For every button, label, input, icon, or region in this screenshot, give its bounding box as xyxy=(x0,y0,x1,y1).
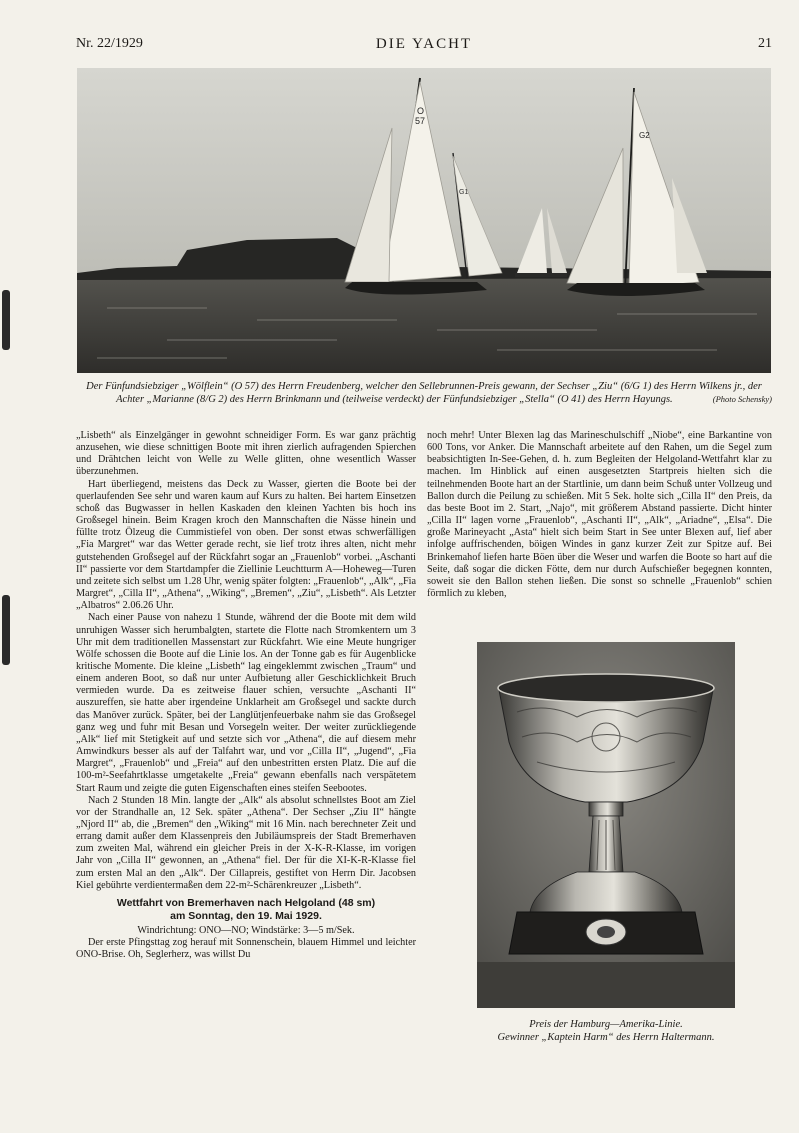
trophy-illustration xyxy=(477,642,735,1008)
paragraph: noch mehr! Unter Blexen lag das Marineschulschiff „Niobe“, eine Barkantine von 600 Tons, vor Anker. Die Mannschaft arbeitete auf den Rahen, um die Segel zum beabsichtigten In-See-Gehen, d. h. zum Begleiten der Helgoland-Wettfahrt klar zu machen. Im Hinblick auf einen ausgesetzten Startpreis hielten sich die teilnehmenden Boote hart an der Startlinie, um dann beim Schuß unter Vollzeug und Ballon durch die Peilung zu schießen. Mit 5 Sek. holte sich „Cilla II“ den Preis, da das beste Boot im 2. Start, „Najo“, mit größerem Abstand passierte. Dicht hinter „Cilla II“ lagen vorne „Frauenlob“, „Aschanti II“, „Alk“, „Ariadne“, „Elsa“. Die große Marineyacht „Asta“ hielt sich beim Start in See unter Blexen auf, lief aber infolge auffrischenden, böigen Windes in ganz kurzer Zeit zur Spitze auf. Bei Brinkemahof liefen harte Böen über die Weser und warfen die Boote so hart auf die Seite, daß sogar die dicken Fötte, dem nur durch Aufschießer begegnen konnten, soweit sie den Ballon stehen ließen. Die sonst so schnelle „Frauenlob“ schien förmlich zu kleben, xyxy=(427,430,772,600)
paragraph: Nach einer Pause von nahezu 1 Stunde, während der die Boote mit dem wild unruhigen Wasser sich herumbalgten, startete die Flotte nach Stromkentern um 3 Uhr mit dem traditionellen Massenstart zur Rückfahrt. Wie eine Meute hungriger Wölfe schossen die Boote auf die Linie los. An der Tonne gab es für Augenblicke kritische Momente. Die kleine „Lisbeth“ lag eingeklemmt zwischen „Traum“ und einem anderen Boot, so daß nur unter Aufbietung aller Geschicklichkeit Bruch vermieden wurde. Da es zeitweise flauer schien, versuchte „Aschanti II“ auszureffen, sie hatte aber irgendeine Unklarheit am Großsegel und sackte durch das Manöver zurück. Später, bei der Langlütjenfeuerbake nahm sie das Großsegel ganz weg und fuhr mit Besan und Vorsegeln weiter. Der weiter zurückliegende „Alk“ lief mit Stetigkeit auf und setzte sich vor „Athena“, die auf diesem mehr Amwindkurs besser als auf der Talfahrt war, und vor „Cilla II“, „Jugend“, „Fia Margret“, „Frauenlob“ und „Freia“ auf den unbestritten ersten Platz. Die auf die 100-m²-Seefahrtklasse umgetakelte „Freia“ gewann ebenfalls nach verspätetem Start Raum und zeigte die guten Eigenschaften eines steifen Seebootes. xyxy=(76,612,416,794)
section-heading-line-1: Wettfahrt von Bremerhaven nach Helgoland (48 sm) xyxy=(116,896,376,909)
paragraph: „Lisbeth“ als Einzelgänger in gewohnt schneidiger Form. Es war ganz prächtig anzusehen, wie diese schnittigen Boote mit ihren zierlich aufragenden Spierchen und Drähtchen leicht von Welle zu Welle glitten, ohne wesentlich Wasser überzunehmen. xyxy=(76,430,416,478)
paragraph: Der erste Pfingsttag zog herauf mit Sonnenschein, blauem Himmel und leichter ONO-Brise. Oh, Seglerherz, was willst Du xyxy=(76,937,416,961)
svg-text:O: O xyxy=(417,106,425,116)
sailing-yachts-photo xyxy=(77,68,771,373)
sailing-yachts-illustration xyxy=(77,68,771,373)
trophy-caption-line-1: Preis der Hamburg—Amerika-Linie. xyxy=(529,1019,683,1030)
photo-caption xyxy=(76,380,772,406)
left-column xyxy=(76,430,416,961)
section-heading xyxy=(76,897,416,923)
photo-credit: (Photo Schensky) xyxy=(712,394,772,404)
section-heading-line-2: am Sonntag, den 19. Mai 1929. xyxy=(170,909,322,922)
page-header xyxy=(76,36,772,56)
scan-mark xyxy=(2,595,10,665)
paragraph: Nach 2 Stunden 18 Min. langte der „Alk“ als absolut schnellstes Boot am Ziel vor der Strandhalle an, 12 Sek. später „Athena“. Der Sechser „Ziu II“ hängte „Njord II“ ab, die „Bremen“ den „Wiking“ mit 16 Min. nach berechneter Zeit und errang damit außer dem Klassenpreis den Jubiläumspreis der Stadt Bremerhaven zum zweiten Mal, während ein gleicher Preis in der X-K-R-Klasse, im vorigen Jahr von „Cilla II“ gewonnen, an „Athena“ fiel. Der für die XI-K-R-Klasse fiel zum ersten Mal an den „Alk“. Der Cillapreis, gestiftet von Herrn Dir. Jacobsen Kiel gebührte verdientermaßen dem 22-m²-Schärenkreuzer „Lisbeth“. xyxy=(76,794,416,891)
magazine-title: DIE YACHT xyxy=(375,36,473,52)
caption-text: Der Fünfundsiebziger „Wölflein“ (O 57) des Herrn Freudenberg, welcher den Sellebrunnen-Preis gewann, der Sechser „Ziu“ (6/G 1) des Herrn Wilkens jr., der Achter „Marianne (8/G 2) des Herrn Brinkmann und (teilweise verdeckt) der Fünfundsiebziger „Stella“ (O 41) des Herrn Hayungs. xyxy=(86,381,762,405)
right-column xyxy=(427,430,772,600)
scan-mark xyxy=(2,290,10,350)
svg-text:G2: G2 xyxy=(639,131,650,140)
trophy-caption-line-2: Gewinner „Kaptein Harm“ des Herrn Haltermann. xyxy=(497,1032,715,1043)
wind-conditions: Windrichtung: ONO—NO; Windstärke: 3—5 m/Sek. xyxy=(137,924,355,936)
issue-number: Nr. 22/1929 xyxy=(76,36,143,51)
paragraph: Hart überliegend, meistens das Deck zu Wasser, gierten die Boote bei der querlaufenden See sehr und waren kaum auf Kurs zu halten. Bei hartem Einsetzen schoß das Bugwasser in hellen Kaskaden den kleinen Yachten bis hoch ins Großsegel hinein. Beim Kragen kroch den Mannschaften die Nässe hinein und füllte trotz Ölzeug die Cummistiefel von oben. Der sonst etwas schwerfälligen „Fia Margret“ war das Wetter gerade recht, sie lief trotz ihres alten, nicht mehr gutstehenden Großsegel auf der Rückfahrt sogar an „Frauenlob“ vorbei. „Aschanti II“ passierte vor dem Startdampfer die Ziellinie Leuchtturm A—Hoheweg—Turen und zeitete sich selbst um 1.28 Uhr, wenig später folgten: „Frauenlob“, „Alk“, „Fia Margret“, „Cilla II“, „Athena“, „Wiking“, „Bremen“, „Ziu“, „Lisbeth“. Als Letzter „Albatros“ 2.06.26 Uhr. xyxy=(76,478,416,612)
trophy-caption xyxy=(440,1018,772,1044)
svg-text:57: 57 xyxy=(415,116,426,126)
svg-text:G1: G1 xyxy=(459,189,469,196)
page-number: 21 xyxy=(758,36,772,51)
trophy-photo xyxy=(477,642,735,1008)
